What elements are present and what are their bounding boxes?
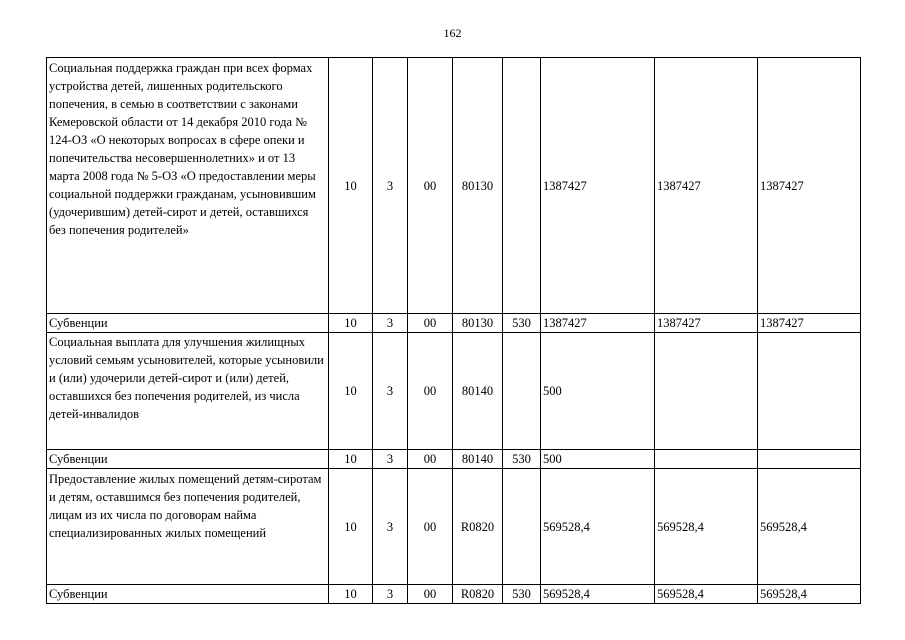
expense-type-cell	[503, 469, 541, 585]
row-description: Субвенции	[47, 314, 329, 333]
table-row	[47, 314, 861, 333]
amount-3-cell: 1387427	[758, 58, 861, 314]
amount-2-cell: 1387427	[655, 314, 758, 333]
amount-1-cell: 500	[541, 450, 655, 469]
amount-3-cell: 569528,4	[758, 469, 861, 585]
section-cell: 10	[329, 333, 373, 450]
code-cell: 80140	[453, 450, 503, 469]
program-cell: 00	[408, 58, 453, 314]
amount-1-cell: 569528,4	[541, 469, 655, 585]
expense-type-cell: 530	[503, 314, 541, 333]
table-row	[47, 450, 861, 469]
program-cell: 00	[408, 333, 453, 450]
section-cell: 10	[329, 58, 373, 314]
page-number: 162	[443, 26, 462, 40]
section-cell: 10	[329, 585, 373, 604]
program-cell: 00	[408, 585, 453, 604]
code-cell: 80130	[453, 58, 503, 314]
amount-1-cell: 500	[541, 333, 655, 450]
expense-type-cell: 530	[503, 450, 541, 469]
section-cell: 10	[329, 469, 373, 585]
program-cell: 00	[408, 314, 453, 333]
code-cell: 80130	[453, 314, 503, 333]
row-description: Субвенции	[47, 585, 329, 604]
row-description: Предоставление жилых помещений детям-сиротам и детям, оставшимся без попечения родителей, лицам из их числа по договорам найма специализированных жилых помещений	[47, 469, 329, 585]
expense-type-cell	[503, 333, 541, 450]
code-cell: R0820	[453, 585, 503, 604]
subsection-cell: 3	[373, 450, 408, 469]
subsection-cell: 3	[373, 585, 408, 604]
amount-3-cell: 569528,4	[758, 585, 861, 604]
code-cell: 80140	[453, 333, 503, 450]
code-cell: R0820	[453, 469, 503, 585]
row-description: Субвенции	[47, 450, 329, 469]
row-description: Социальная поддержка граждан при всех формах устройства детей, лишенных родительского попечения, в семью в соответствии с законами Кемеровской области от 14 декабря 2010 года № 124-ОЗ «О некоторых вопросах в сфере опеки и попечительства несовершеннолетних» и от 13 марта 2008 года № 5-ОЗ «О предоставлении меры социальной поддержки гражданам, усыновившим (удочерившим) детей-сирот и детей, оставшихся без попечения родителей»	[47, 58, 329, 314]
amount-3-cell	[758, 333, 861, 450]
budget-table	[46, 57, 861, 604]
amount-3-cell	[758, 450, 861, 469]
subsection-cell: 3	[373, 469, 408, 585]
subsection-cell: 3	[373, 333, 408, 450]
expense-type-cell: 530	[503, 585, 541, 604]
expense-type-cell	[503, 58, 541, 314]
amount-2-cell: 569528,4	[655, 585, 758, 604]
program-cell: 00	[408, 469, 453, 585]
table-row	[47, 585, 861, 604]
subsection-cell: 3	[373, 314, 408, 333]
table-row	[47, 469, 861, 585]
amount-2-cell: 1387427	[655, 58, 758, 314]
amount-2-cell: 569528,4	[655, 469, 758, 585]
amount-2-cell	[655, 450, 758, 469]
table-row	[47, 333, 861, 450]
amount-2-cell	[655, 333, 758, 450]
subsection-cell: 3	[373, 58, 408, 314]
amount-1-cell: 1387427	[541, 314, 655, 333]
section-cell: 10	[329, 450, 373, 469]
amount-1-cell: 1387427	[541, 58, 655, 314]
amount-3-cell: 1387427	[758, 314, 861, 333]
section-cell: 10	[329, 314, 373, 333]
row-description: Социальная выплата для улучшения жилищных условий семьям усыновителей, которые усыновили и (или) удочерили детей-сирот и (или) детей, оставшихся без попечения родителей, из числа детей-инвалидов	[47, 333, 329, 450]
amount-1-cell: 569528,4	[541, 585, 655, 604]
program-cell: 00	[408, 450, 453, 469]
table-row	[47, 58, 861, 314]
